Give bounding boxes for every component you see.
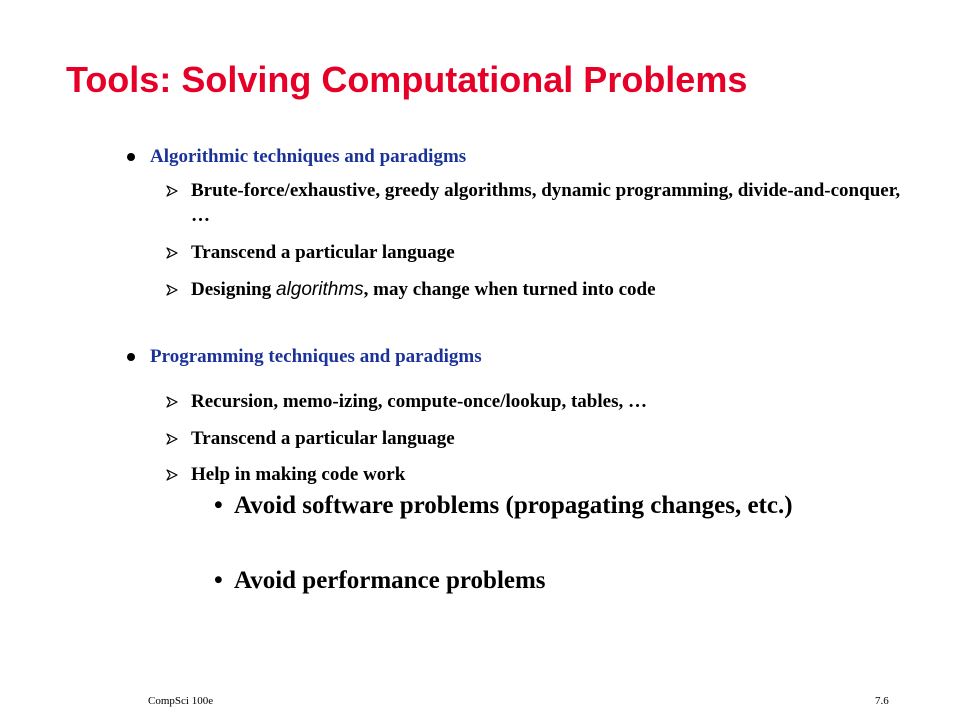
section-heading-programming: Programming techniques and paradigms [150,346,482,367]
arrow-bullet-icon [165,468,179,482]
list-item-recursion: Recursion, memo-izing, compute-once/lookup, tables, … [191,391,647,412]
arrow-bullet-icon [165,184,179,198]
algorithms-emphasis: algorithms [276,279,364,300]
list-item-avoid-software-problems: Avoid software problems (propagating changes, etc.) [234,492,793,519]
designing-prefix: Designing [191,279,276,300]
list-item-transcend-language-2: Transcend a particular language [191,428,455,449]
arrow-bullet-icon [165,432,179,446]
dot-bullet: • [214,492,223,519]
footer-page-number: 7.6 [875,695,889,707]
list-item-designing-algorithms [191,277,911,302]
list-item-avoid-performance-problems: Avoid performance problems [234,567,546,594]
list-item-brute-force: Brute-force/exhaustive, greedy algorithms, dynamic programming, divide-and-conquer, … [191,180,901,226]
arrow-bullet-icon [165,246,179,260]
designing-suffix: , may change when turned into code [363,279,656,300]
section-bullet [127,353,135,361]
list-item-transcend-language: Transcend a particular language [191,242,455,263]
list-item-help-code-work: Help in making code work [191,464,406,485]
arrow-bullet-icon [165,283,179,297]
slide-title: Tools: Solving Computational Problems [66,59,748,100]
dot-bullet: • [214,567,223,594]
footer-course: CompSci 100e [148,695,214,707]
section-heading-algorithmic: Algorithmic techniques and paradigms [150,146,467,167]
arrow-bullet-icon [165,395,179,409]
section-bullet [127,153,135,161]
